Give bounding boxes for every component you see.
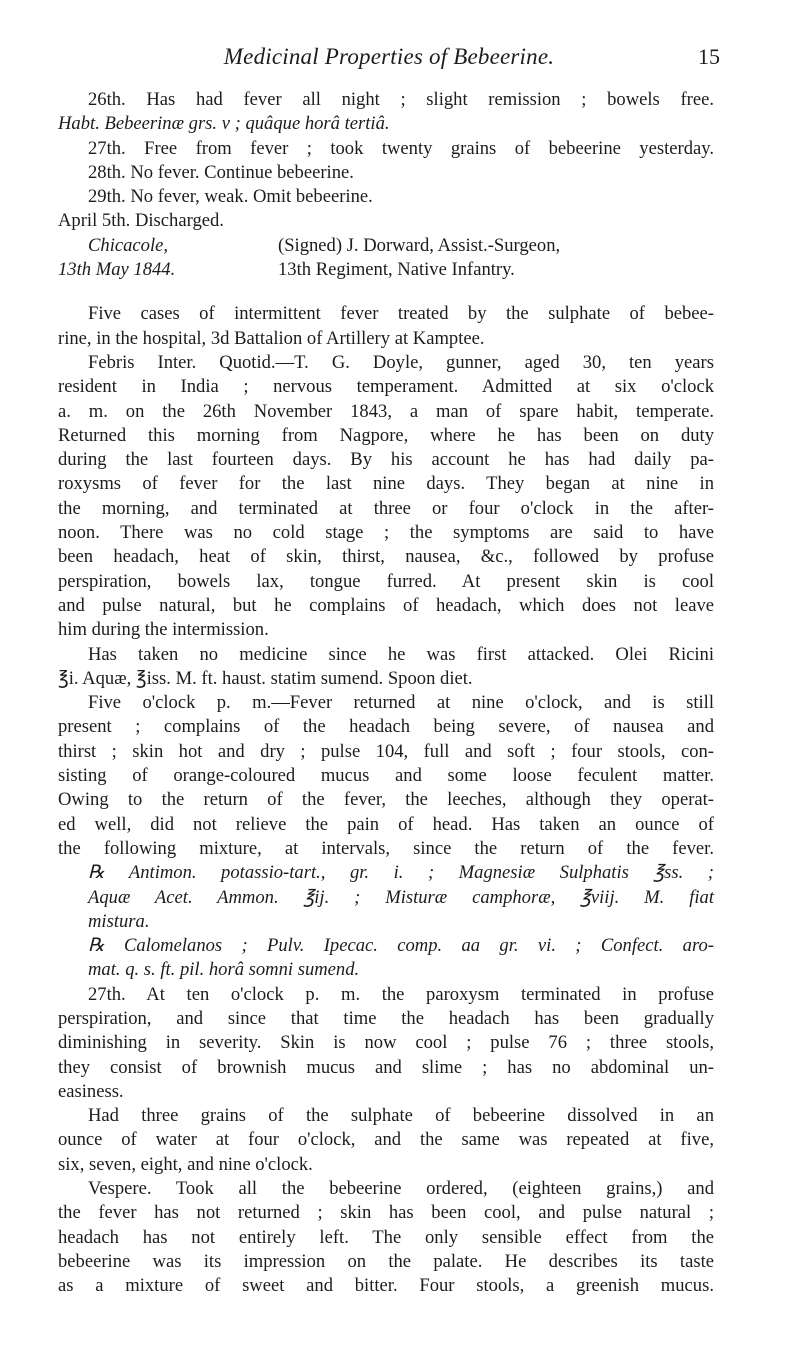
text-line: 28th. No fever. Continue bebeerine. bbox=[88, 161, 354, 183]
page-number: 15 bbox=[698, 44, 720, 69]
text-line: perspiration, and since that time the headach has been gradually bbox=[58, 1007, 714, 1029]
text-line: easiness. bbox=[58, 1080, 124, 1102]
text-line: 26th. Has had fever all night ; slight remission ; bowels free. bbox=[88, 89, 714, 110]
text-line bbox=[58, 861, 714, 885]
text-line bbox=[58, 886, 714, 910]
text-line: Febris Inter. Quotid.—T. G. Doyle, gunner, aged 30, ten years bbox=[88, 351, 714, 373]
running-title: Medicinal Properties of Bebeerine. bbox=[223, 44, 555, 69]
signature-line bbox=[58, 258, 714, 282]
text-line: thirst ; skin hot and dry ; pulse 104, full and soft ; four stools, con- bbox=[58, 740, 714, 762]
text-line: they consist of brownish mucus and slime ; has no abdominal un- bbox=[58, 1056, 714, 1078]
text-line bbox=[58, 934, 714, 958]
text-line: April 5th. Discharged. bbox=[58, 210, 224, 232]
text-line: 29th. No fever, weak. Omit bebeerine. bbox=[88, 186, 373, 208]
text-line: a. m. on the 26th November 1843, a man of spare habit, temperate. bbox=[58, 400, 714, 422]
prescription-line: ℞ Calomelanos ; Pulv. Ipecac. comp. aa gr. vi. ; Confect. aro- bbox=[88, 935, 714, 957]
text-line: bebeerine was its impression on the palate. He describes its taste bbox=[58, 1250, 714, 1272]
text-line: sisting of orange-coloured mucus and some loose feculent matter. bbox=[58, 765, 714, 787]
text-line: Vespere. Took all the bebeerine ordered, (eighteen grains,) and bbox=[88, 1178, 714, 1200]
text-line: six, seven, eight, and nine o'clock. bbox=[58, 1153, 313, 1175]
prescription-line: ℞ Antimon. potassio-tart., gr. i. ; Magnesiæ Sulphatis ℥ss. ; bbox=[88, 862, 714, 884]
text-line: Owing to the return of the fever, the leeches, although they operat- bbox=[58, 789, 714, 811]
text-line: headach has not entirely left. The only sensible effect from the bbox=[58, 1226, 714, 1248]
text-line: Returned this morning from Nagpore, where he has been on duty bbox=[58, 424, 714, 446]
signature-name: (Signed) J. Dorward, Assist.-Surgeon, bbox=[278, 234, 561, 256]
signature-place: Chicacole, bbox=[88, 234, 169, 256]
text-line bbox=[58, 112, 714, 136]
prescription-line: Habt. Bebeerinæ grs. v ; quâque horâ tertiâ. bbox=[58, 113, 390, 135]
text-line: him during the intermission. bbox=[58, 619, 269, 641]
text-line: ed well, did not relieve the pain of head. Has taken an ounce of bbox=[58, 813, 714, 835]
text-line: rine, in the hospital, 3d Battalion of Artillery at Kamptee. bbox=[58, 327, 485, 349]
signature-regiment: 13th Regiment, Native Infantry. bbox=[278, 259, 515, 281]
text-line: ounce of water at four o'clock, and the same was repeated at five, bbox=[58, 1129, 714, 1151]
text-line: present ; complains of the headach being severe, of nausea and bbox=[58, 716, 714, 738]
prescription-line: mistura. bbox=[88, 910, 150, 932]
text-line bbox=[58, 910, 714, 934]
text-line: Has taken no medicine since he was first attacked. Olei Ricini bbox=[88, 643, 714, 665]
text-line: as a mixture of sweet and bitter. Four stools, a greenish mucus. bbox=[58, 1275, 714, 1297]
text-line: during the last fourteen days. By his account he has had daily pa- bbox=[58, 449, 714, 471]
prescription-line: Aquæ Acet. Ammon. ℥ij. ; Misturæ camphoræ, ℥viij. M. fiat bbox=[88, 886, 714, 908]
text-line: resident in India ; nervous temperament. Admitted at six o'clock bbox=[58, 376, 714, 398]
text-line: been headach, heat of skin, thirst, nausea, &c., followed by profuse bbox=[58, 546, 714, 568]
prescription-line: mat. q. s. ft. pil. horâ somni sumend. bbox=[88, 959, 360, 981]
text-line: perspiration, bowels lax, tongue furred. At present skin is cool bbox=[58, 570, 714, 592]
signature-line bbox=[58, 234, 714, 258]
page-header bbox=[58, 44, 720, 74]
text-line: 27th. At ten o'clock p. m. the paroxysm terminated in profuse bbox=[88, 983, 714, 1005]
text-line: the following mixture, at intervals, since the return of the fever. bbox=[58, 837, 714, 859]
text-line: ℥i. Aquæ, ℥iss. M. ft. haust. statim sumend. Spoon diet. bbox=[58, 667, 473, 689]
text-line: the morning, and terminated at three or four o'clock in the after- bbox=[58, 497, 714, 519]
text-line: and pulse natural, but he complains of headach, which does not leave bbox=[58, 594, 714, 616]
text-line: Five o'clock p. m.—Fever returned at nine o'clock, and is still bbox=[88, 692, 714, 714]
text-line: the fever has not returned ; skin has been cool, and pulse natural ; bbox=[58, 1202, 714, 1224]
text-line: noon. There was no cold stage ; the symptoms are said to have bbox=[58, 522, 714, 544]
body-text bbox=[58, 88, 714, 1299]
paragraph-gap bbox=[58, 282, 714, 302]
text-line bbox=[58, 958, 714, 982]
text-line: 27th. Free from fever ; took twenty grains of bebeerine yesterday. bbox=[88, 137, 714, 159]
text-line: Five cases of intermittent fever treated by the sulphate of bebee- bbox=[88, 303, 714, 325]
text-line: diminishing in severity. Skin is now cool ; pulse 76 ; three stools, bbox=[58, 1032, 714, 1054]
text-line: Had three grains of the sulphate of bebeerine dissolved in an bbox=[88, 1105, 714, 1127]
signature-date: 13th May 1844. bbox=[58, 259, 176, 281]
text-line: roxysms of fever for the last nine days. They began at nine in bbox=[58, 473, 714, 495]
